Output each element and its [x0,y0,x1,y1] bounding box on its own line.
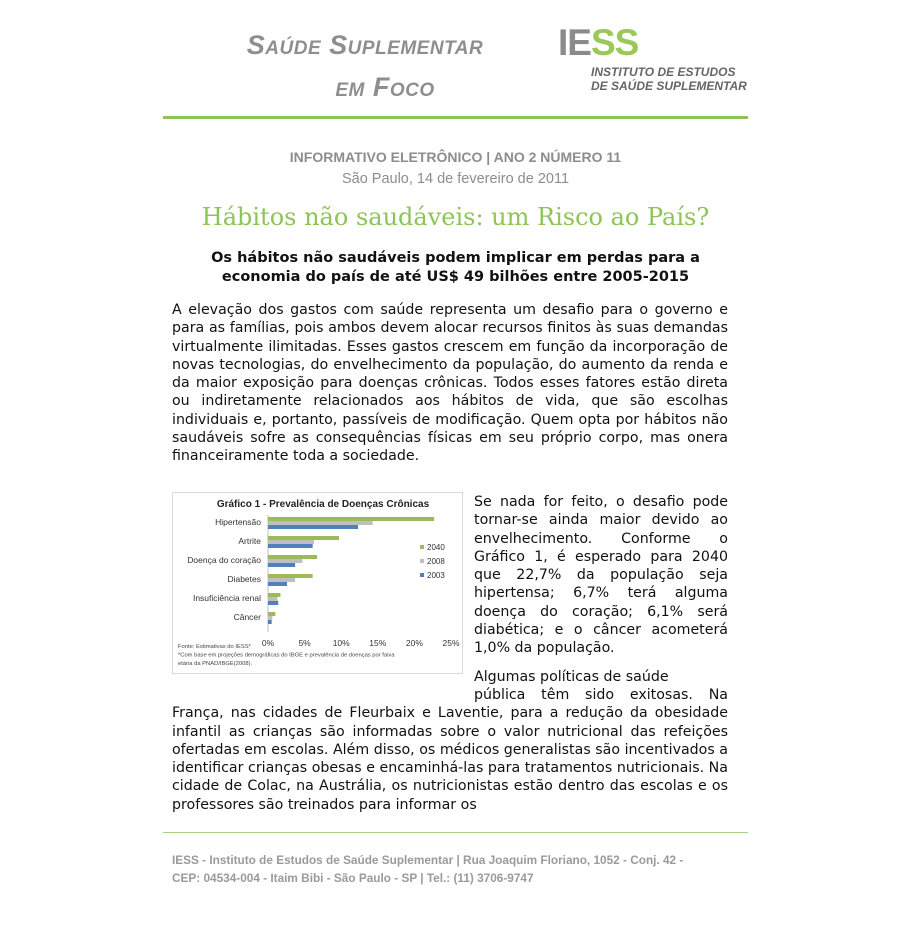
issue-date: São Paulo, 14 de fevereiro de 2011 [341,171,570,187]
chart-bar-2040 [268,612,275,616]
chart-bar-2008 [268,616,272,620]
chart-tick-label: 15% [369,638,387,648]
chart-bar-2008 [268,521,373,525]
chart-bar-2040 [268,574,313,578]
chart-bar-2003 [268,525,358,529]
chart-legend-label: 2008 [427,557,445,566]
chart-legend-swatch [420,573,424,577]
footer-divider [163,832,748,833]
body-paragraph-2: Se nada for feito, o desafio pode tornar-se ainda maior devido ao envelhecimento. Conforme o Gráfico 1, é esperado para 2040 que 22,7% da população seja hipertensa; 6,7% terá alguma doença do coração; 6,1% será diabética; e o câncer acometerá 1,0% da população. [474,494,728,657]
chart-bar-2003 [268,544,313,548]
chart-tick-label: 0% [261,638,275,648]
chart-category-label: Diabetes [227,574,261,584]
chart-category-label: Artrite [238,536,261,546]
chart-tick-label: 25% [442,638,460,648]
chart-bar-2008 [268,597,278,601]
body-paragraph-3-start: Algumas políticas de saúde [474,669,669,685]
footer-address: IESS - Instituto de Estudos de Saúde Suplementar | Rua Joaquim Floriano, 1052 - Conj. 42 - CEP: 04534-004 - Itaim Bibi - São Paulo - SP | Tel.: (11) 3706-9747 [172,853,684,885]
issue-info: INFORMATIVO ELETRÔNICO | ANO 2 NÚMERO 11 [289,149,622,165]
chart-source-note: Fonte: Estimativas do IESS* [178,644,251,650]
masthead-title-line2: em Foco [335,72,435,102]
body-paragraph-3: pública têm sido exitosas. Na França, nas cidades de Fleurbaix e Laventie, para a redução da obesidade infantil as crianças são informadas sobre o valor nutricional das refeições ofertadas em escolas. Além disso, os médicos generalistas são incentivados a identificar crianças obesas e encaminhá-las para tratamentos nutricionais. Na cidade de Colac, na Austrália, os nutricionistas estão dentro das escolas e os professores são treinados para informar os [172,687,728,813]
chart-category-label: Insuficiência renal [192,593,261,603]
chart-tick-label: 10% [332,638,350,648]
chart-bar-2003 [268,582,287,586]
chart-bar-2040 [268,536,339,540]
chart-bar-2003 [268,563,295,567]
chart-bar-2008 [268,578,295,582]
chart-source-note: *Com base em projeções demográficas do IBGE e prevalência de doenças por faixa [178,652,395,659]
body-paragraph-1: A elevação dos gastos com saúde representa um desafio para o governo e para as famílias, pois ambos devem alocar recursos finitos às suas demandas virtualmente ilimitadas. Esses gastos crescem em função da incorporação de novas tecnologias, do envelhecimento da população, do aumento da renda e da maior exposição para doenças crônicas. Todos esses fatores estão direta ou indiretamente relacionados aos hábitos de vida, que são escolhas individuais e, portanto, passíveis de modificação. Quem opta por hábitos não saudáveis sofre as consequências físicas em seu próprio corpo, mas onera financeiramente toda a sociedade. [172,302,728,465]
chart-legend-label: 2003 [427,571,445,580]
chart-category-label: Hipertensão [215,517,261,527]
chart-bar-2008 [268,540,314,544]
chart-bar-2040 [268,555,317,559]
chronic-disease-chart [172,492,463,674]
chart-tick-label: 5% [298,638,311,648]
chart-bar-2040 [268,517,434,521]
chart-legend-label: 2040 [427,543,445,552]
chart-category-label: Doença do coração [187,555,261,565]
header-divider [163,116,748,119]
chart-legend-swatch [420,559,424,563]
chart-bar-2008 [268,559,302,563]
article-subhead: Os hábitos não saudáveis podem implicar em perdas para a economia do país de até US$ 49 bilhões entre 2005-2015 [211,250,700,285]
article-headline: Hábitos não saudáveis: um Risco ao País? [201,203,710,231]
chart-canvas [173,493,462,673]
iess-logo-subtitle: INSTITUTO DE ESTUDOS DE SAÚDE SUPLEMENTAR [591,65,747,93]
chart-bar-2040 [268,593,280,597]
masthead-title-line1: Saúde Suplementar [246,30,484,60]
chart-tick-label: 20% [405,638,423,648]
chart-bar-2003 [268,601,278,605]
chart-source-note: etária da PNAD/IBGE(2008). [178,661,253,667]
chart-title: Gráfico 1 - Prevalência de Doenças Crônicas [216,499,430,510]
iess-logo: IESS [558,22,639,63]
chart-legend-swatch [420,545,424,549]
chart-category-label: Câncer [233,612,261,622]
chart-bar-2003 [268,620,272,624]
